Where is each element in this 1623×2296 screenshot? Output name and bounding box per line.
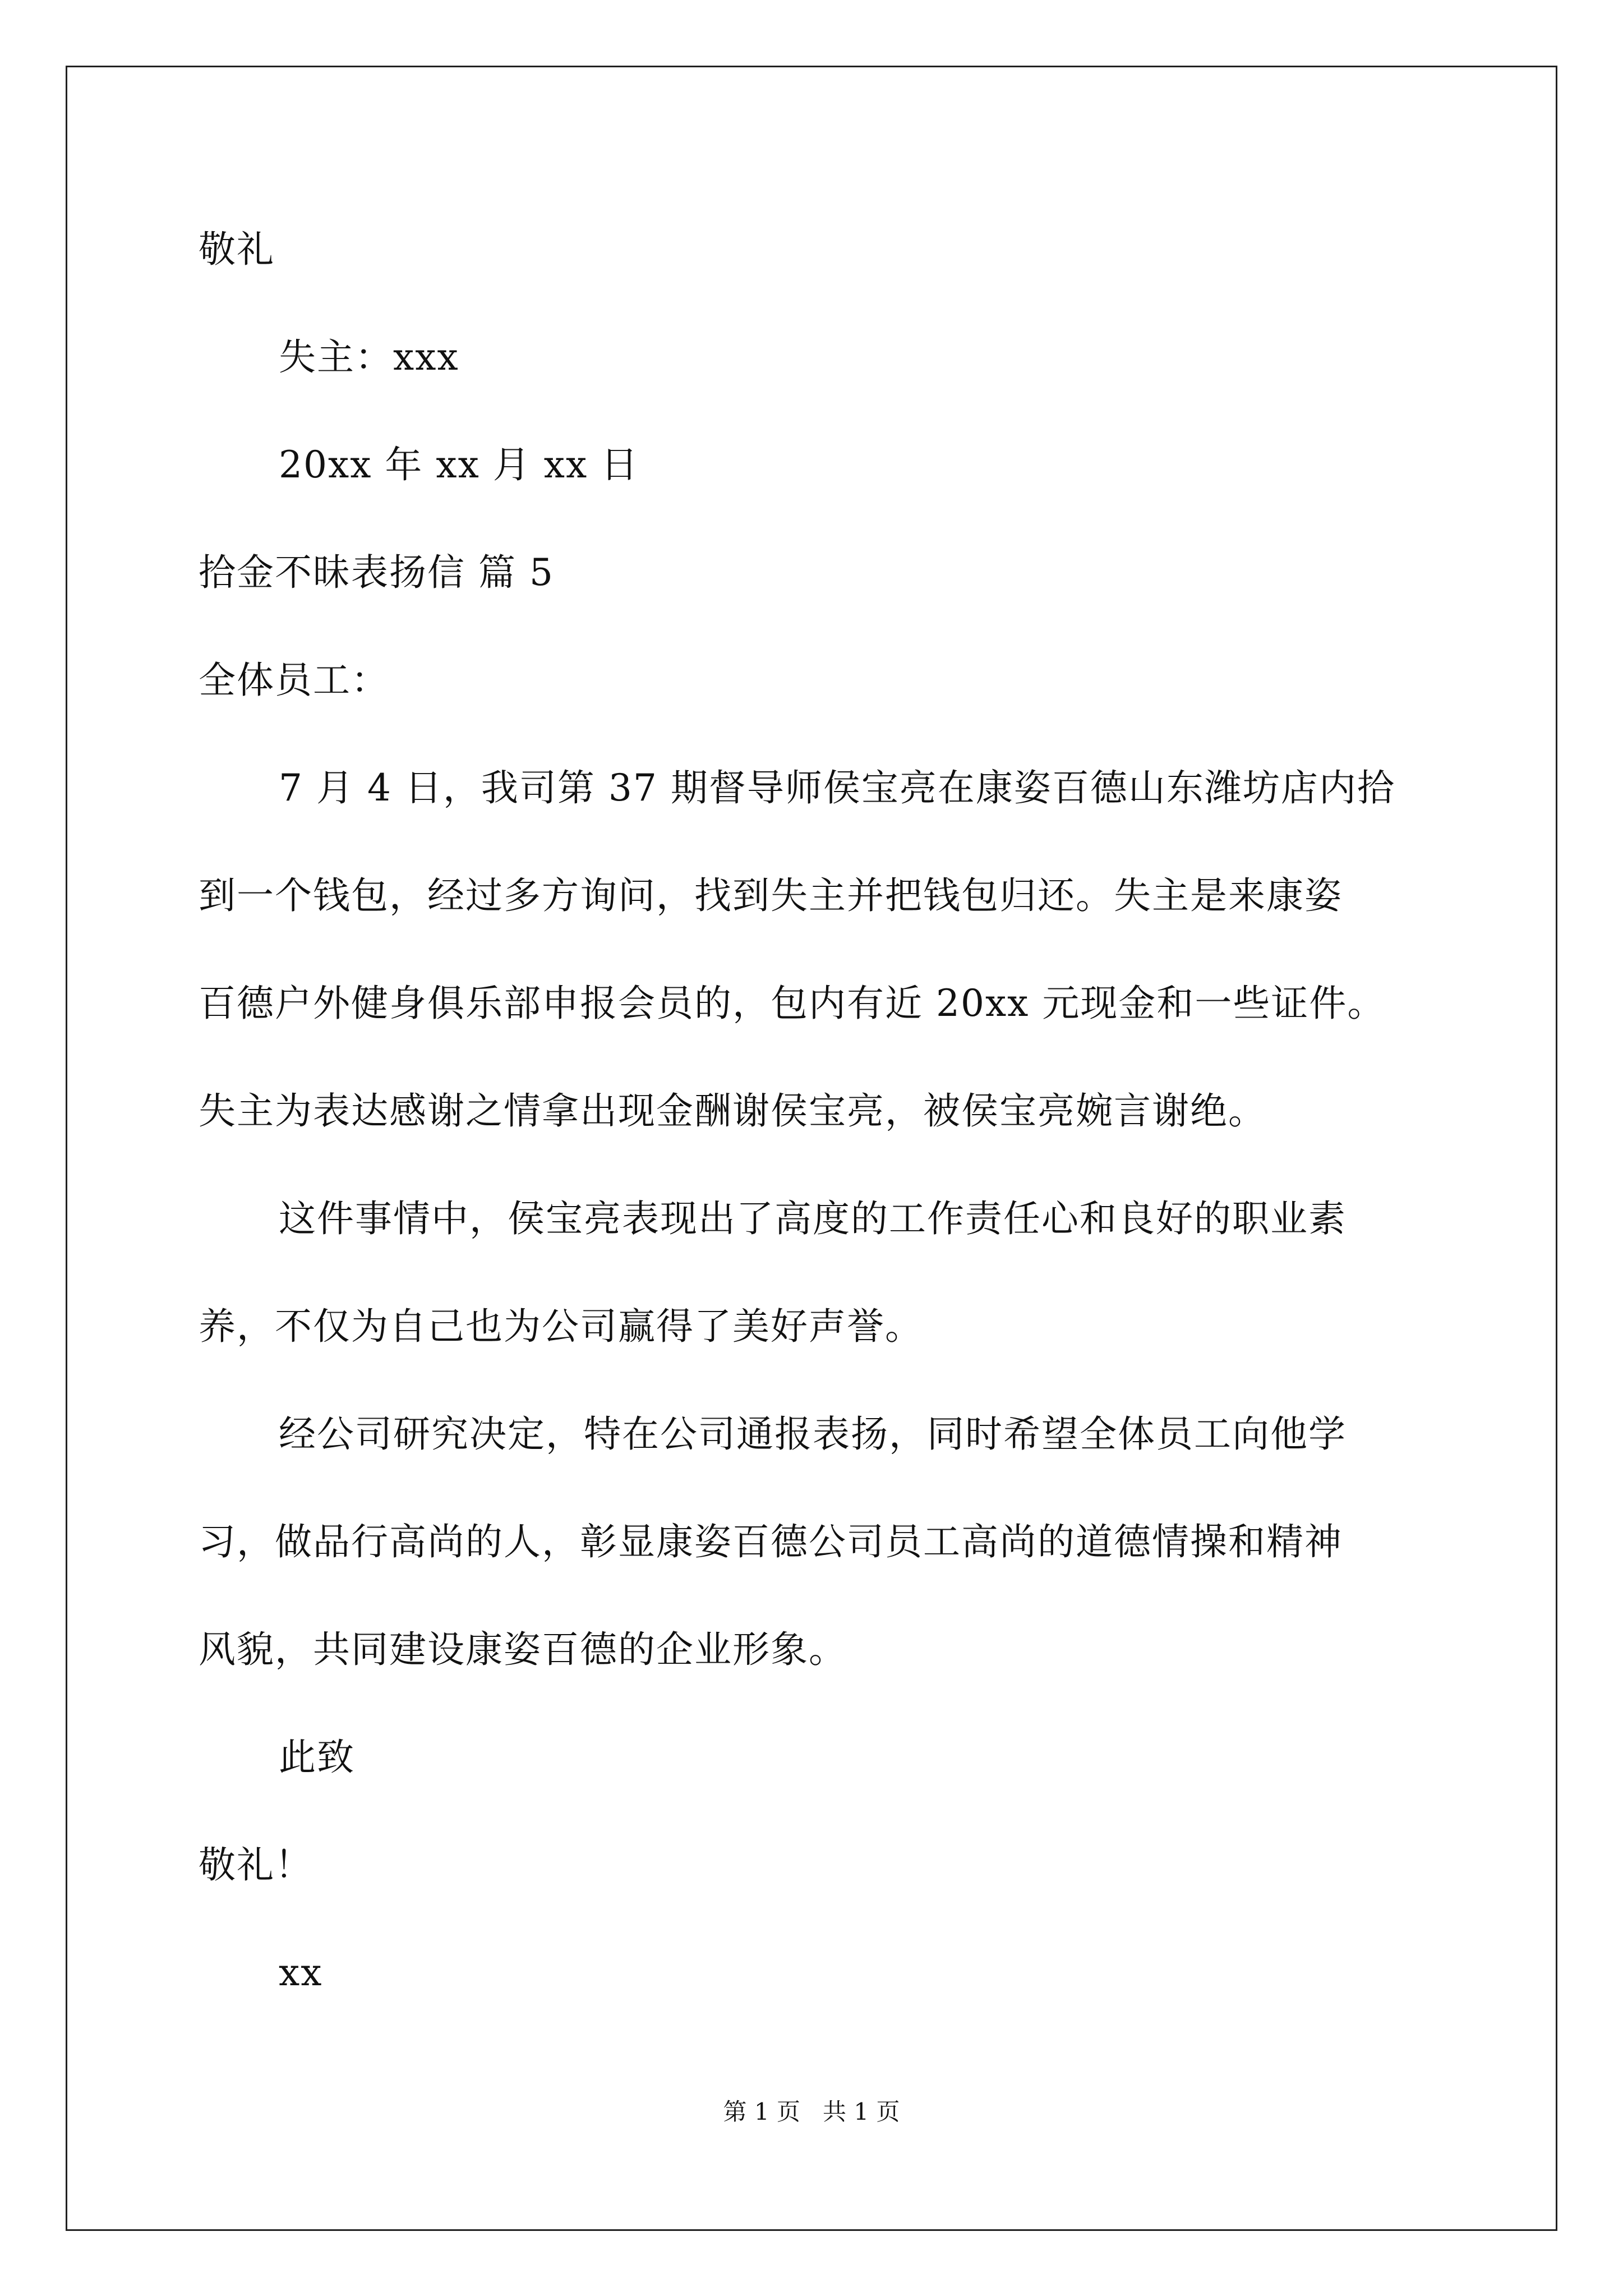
date-line: 20xx 年 xx 月 xx 日 [279, 443, 639, 486]
paragraph-1-line-2: 到一个钱包，经过多方询问，找到失主并把钱包归还。失主是来康姿 [199, 874, 1343, 917]
paragraph-3-line-3: 风貌，共同建设康姿百德的企业形象。 [199, 1628, 847, 1671]
paragraph-3-line-1: 经公司研究决定，特在公司通报表扬，同时希望全体员工向他学 [279, 1412, 1347, 1456]
paragraph-1-line-1: 7 月 4 日，我司第 37 期督导师侯宝亮在康姿百德山东潍坊店内拾 [279, 766, 1395, 809]
salutation-line: 敬礼！ [199, 1843, 313, 1887]
section-title: 拾金不昧表扬信 篇 5 [199, 551, 554, 594]
closing-line: 此致 [279, 1736, 355, 1779]
paragraph-2-line-2: 养，不仅为自己也为公司赢得了美好声誉。 [199, 1305, 923, 1348]
page-border [66, 66, 1557, 2231]
paragraph-2-line-1: 这件事情中，侯宝亮表现出了高度的工作责任心和良好的职业素 [279, 1197, 1347, 1240]
loser-name-line: 失主：xxx [279, 335, 459, 379]
paragraph-3-line-2: 习，做品行高尚的人，彰显康姿百德公司员工高尚的道德情操和精神 [199, 1520, 1343, 1563]
signature-line: xx [279, 1951, 323, 1994]
paragraph-1-line-3: 百德户外健身俱乐部申报会员的，包内有近 20xx 元现金和一些证件。 [199, 982, 1386, 1025]
addressee-line: 全体员工： [199, 659, 389, 702]
closing-salutation: 敬礼 [199, 228, 275, 271]
page-number-footer: 第 1 页 共 1 页 [723, 2098, 900, 2125]
paragraph-1-line-4: 失主为表达感谢之情拿出现金酬谢侯宝亮，被侯宝亮婉言谢绝。 [199, 1089, 1266, 1133]
